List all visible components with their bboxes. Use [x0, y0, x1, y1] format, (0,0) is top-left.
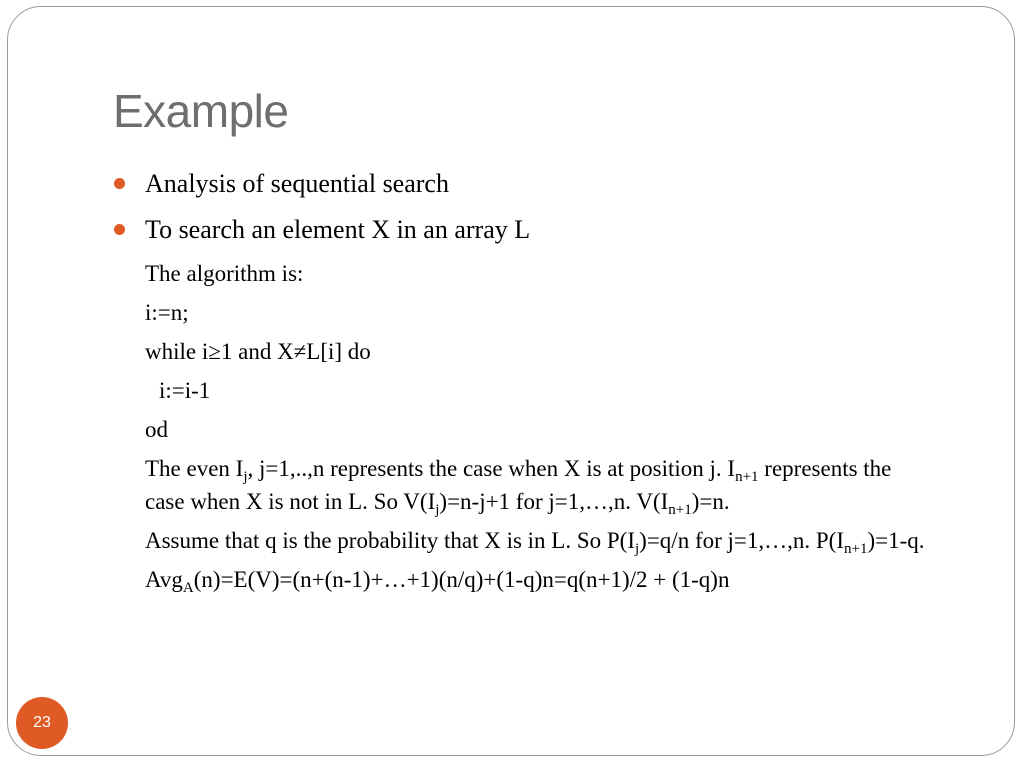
algorithm-intro: The algorithm is:: [145, 261, 304, 286]
text-run: )=n-j+1 for j=1,…,n. V(I: [439, 489, 669, 514]
text-run: The even I: [145, 456, 244, 481]
slide-title: Example: [113, 85, 289, 137]
bullet-dot-icon: [114, 178, 125, 189]
subscript: n+1: [668, 502, 692, 518]
subscript: j: [243, 469, 248, 485]
bullet-text: To search an element X in an array L: [145, 215, 531, 244]
bullet-item: [113, 165, 933, 203]
paragraph-events: [113, 452, 933, 518]
bullet-item: [113, 211, 933, 249]
bullet-dot-icon: [114, 224, 125, 235]
bullet-text: Analysis of sequential search: [145, 169, 449, 198]
text-run: )=1-q.: [867, 528, 925, 553]
text-run: )=n.: [691, 489, 730, 514]
subscript: A: [182, 580, 194, 596]
text-run: Avg: [145, 567, 183, 592]
subscript: j: [435, 502, 440, 518]
text-run: represents the case when X is not in L. So V(I: [145, 456, 892, 514]
page-number-badge: 23: [16, 697, 68, 749]
paragraph-probability: [113, 524, 933, 557]
subscript: n+1: [735, 469, 759, 485]
text-run: , j=1,..,n represents the case when X is at position j. I: [247, 456, 736, 481]
text-run: Assume that q is the probability that X is in L. So P(I: [145, 528, 635, 553]
text-run: )=q/n for j=1,…,n. P(I: [639, 528, 844, 553]
code-line: while i≥1 and X≠L[i] do: [145, 339, 371, 364]
subscript: j: [635, 541, 640, 557]
code-line: od: [145, 417, 168, 442]
text-run: (n)=E(V)=(n+(n-1)+…+1)(n/q)+(1-q)n=q(n+1)/2 + (1-q)n: [193, 567, 730, 592]
code-line: i:=i-1: [159, 378, 211, 403]
subscript: n+1: [843, 541, 868, 557]
code-line: i:=n;: [145, 300, 189, 325]
paragraph-average: [113, 563, 933, 596]
slide-content: [113, 165, 933, 602]
